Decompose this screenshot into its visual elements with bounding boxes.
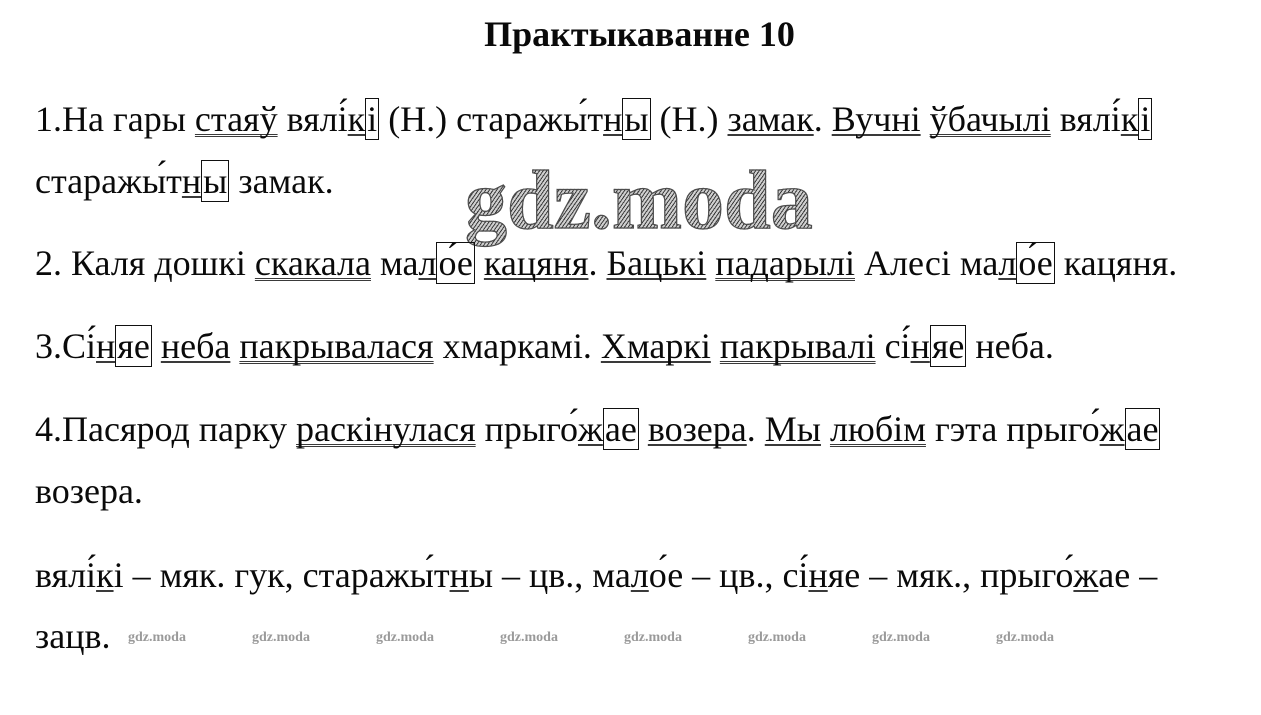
- subject-word: замак: [727, 99, 814, 139]
- text-segment: 2. Каля дошкі: [35, 243, 255, 283]
- text-segment: возера.: [35, 471, 143, 511]
- ending-box: і: [367, 99, 378, 139]
- text-segment: старажы́т: [35, 161, 182, 201]
- predicate-word: скакала: [254, 243, 371, 283]
- answer-line-1: [35, 555, 1157, 595]
- small-watermark: gdz.moda: [872, 630, 930, 645]
- underlined-consonant: л: [418, 243, 437, 283]
- small-watermark: gdz.moda: [252, 630, 310, 645]
- text-segment: ае –: [1098, 555, 1158, 595]
- sentence-2-line: [35, 243, 1177, 283]
- text-segment: сі́: [875, 326, 911, 366]
- ending-box: ае: [1126, 409, 1159, 449]
- ending-box: ы: [624, 99, 649, 139]
- subject-word: кацяня: [483, 243, 589, 283]
- text-segment: вялі́: [277, 99, 348, 139]
- text-segment: вялі́: [35, 555, 97, 595]
- text-segment: (Н.) старажы́т: [379, 99, 604, 139]
- subject-word: неба: [160, 326, 231, 366]
- exercise-title: Практыкаванне 10: [484, 14, 795, 54]
- text-segment: замак.: [229, 161, 334, 201]
- underlined-consonant: ж: [1099, 409, 1125, 449]
- underlined-consonant: н: [449, 555, 469, 595]
- underlined-consonant: н: [603, 99, 623, 139]
- predicate-word: ўбачылі: [929, 99, 1051, 139]
- text-segment: (Н.): [650, 99, 728, 139]
- answer-line-2: [35, 616, 110, 656]
- text-segment: 4.Пасярод парку: [35, 409, 297, 449]
- underlined-consonant: н: [808, 555, 828, 595]
- sentence-1-line-1: [35, 99, 1152, 139]
- ending-box: ае: [604, 409, 637, 449]
- small-watermark: gdz.moda: [500, 630, 558, 645]
- text-segment: [921, 99, 930, 139]
- text-segment: .: [588, 243, 607, 283]
- text-segment: [711, 326, 720, 366]
- underlined-consonant: к: [347, 99, 366, 139]
- text-segment: і – мяк. гук, старажы́т: [113, 555, 450, 595]
- text-segment: яе – мяк., прыго́: [827, 555, 1074, 595]
- text-segment: .: [746, 409, 765, 449]
- text-segment: [639, 409, 648, 449]
- small-watermark: gdz.moda: [996, 630, 1054, 645]
- subject-word: Вучні: [831, 99, 921, 139]
- underlined-consonant: л: [998, 243, 1017, 283]
- small-watermark: gdz.moda: [624, 630, 682, 645]
- sentence-4-line-2: [35, 471, 143, 511]
- underlined-consonant: ж: [577, 409, 603, 449]
- subject-word: Мы: [764, 409, 821, 449]
- predicate-word: падарылі: [715, 243, 855, 283]
- small-watermark: gdz.moda: [128, 630, 186, 645]
- text-segment: зацв.: [35, 616, 111, 656]
- ending-box: о́е: [1018, 243, 1053, 283]
- subject-word: возера: [647, 409, 747, 449]
- text-segment: хмаркамі.: [433, 326, 601, 366]
- ending-box: ы: [203, 161, 228, 201]
- text-segment: 3.Сі́: [35, 326, 97, 366]
- predicate-word: раскінулася: [296, 409, 476, 449]
- subject-word: Хмаркі: [600, 326, 711, 366]
- text-segment: 1.На гары: [35, 99, 195, 139]
- text-segment: [475, 243, 484, 283]
- predicate-word: любім: [829, 409, 926, 449]
- text-segment: .: [813, 99, 832, 139]
- subject-word: Бацькі: [606, 243, 707, 283]
- sentence-4-line-1: [35, 409, 1160, 449]
- predicate-word: пакрывалася: [239, 326, 434, 366]
- text-segment: [821, 409, 830, 449]
- sentence-1-line-2: [35, 161, 334, 201]
- ending-box: о́е: [438, 243, 473, 283]
- text-segment: прыго́: [475, 409, 578, 449]
- text-segment: ы – цв., ма: [468, 555, 631, 595]
- ending-box: і: [1140, 99, 1151, 139]
- text-segment: ма: [370, 243, 419, 283]
- text-segment: кацяня.: [1054, 243, 1178, 283]
- underlined-consonant: к: [96, 555, 114, 595]
- small-watermark: gdz.moda: [376, 630, 434, 645]
- text-segment: [152, 326, 161, 366]
- text-segment: гэта прыго́: [925, 409, 1100, 449]
- text-segment: неба.: [966, 326, 1054, 366]
- text-segment: вялі́: [1050, 99, 1121, 139]
- underlined-consonant: н: [910, 326, 930, 366]
- underlined-consonant: н: [181, 161, 202, 201]
- underlined-consonant: н: [96, 326, 116, 366]
- underlined-consonant: л: [630, 555, 649, 595]
- watermark-logo: gdz.moda: [465, 154, 813, 247]
- text-segment: о́е – цв., сі́: [648, 555, 809, 595]
- footer-watermark-row: [128, 630, 1120, 646]
- predicate-word: стаяў: [194, 99, 278, 139]
- ending-box: яе: [931, 326, 965, 366]
- sentence-3-line: [35, 326, 1054, 366]
- ending-box: яе: [117, 326, 150, 366]
- text-segment: [706, 243, 715, 283]
- small-watermark: gdz.moda: [748, 630, 806, 645]
- underlined-consonant: к: [1120, 99, 1139, 139]
- text-segment: Алесі ма: [855, 243, 999, 283]
- predicate-word: пакрывалі: [719, 326, 876, 366]
- underlined-consonant: ж: [1073, 555, 1099, 595]
